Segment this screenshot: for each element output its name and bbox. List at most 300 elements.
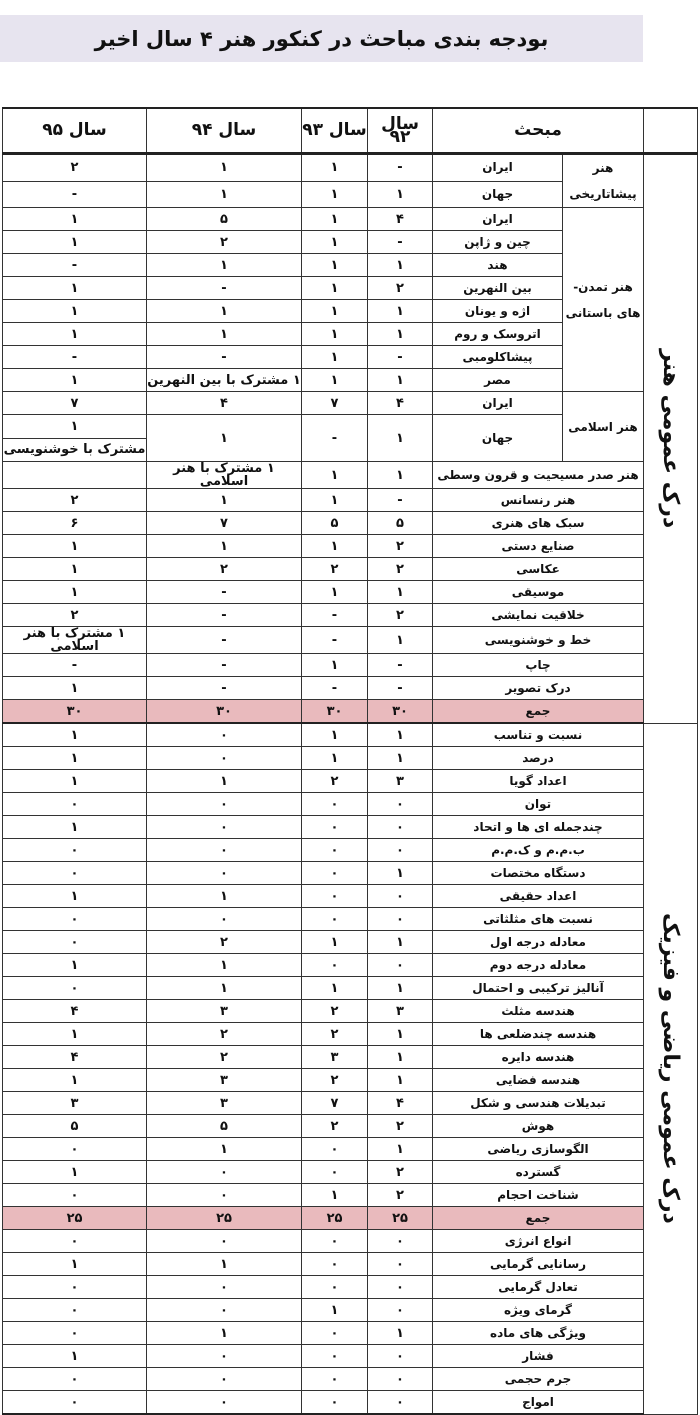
value-y95: ۰ <box>3 908 147 931</box>
table-row <box>3 154 698 182</box>
table-row <box>3 1138 698 1161</box>
value-y93: ۱ <box>302 723 368 747</box>
topic-cell: صنایع دستی <box>433 535 644 558</box>
total-row <box>3 1207 698 1230</box>
topic-cell: جهان <box>433 181 563 207</box>
table-row <box>3 1368 698 1391</box>
value-y95: ۵ <box>3 1115 147 1138</box>
value-y92: ۲ <box>368 604 433 627</box>
value-y92: ۱ <box>368 1322 433 1345</box>
value-y95: - <box>3 181 147 207</box>
value-y93: - <box>302 604 368 627</box>
value-y93: - <box>302 677 368 700</box>
value-y95: ۷ <box>3 392 147 415</box>
value-y95: ۲۵ <box>3 1207 147 1230</box>
value-y92: ۲ <box>368 1161 433 1184</box>
value-y93: ۱ <box>302 231 368 254</box>
value-y93: ۷ <box>302 1092 368 1115</box>
value-y92: - <box>368 654 433 677</box>
value-y93: ۲۵ <box>302 1207 368 1230</box>
group-label: هنر تمدن-های باستانی <box>563 208 644 392</box>
topic-cell: اژه و یونان <box>433 300 563 323</box>
value-y93: ۲ <box>302 1000 368 1023</box>
value-y93: ۱ <box>302 323 368 346</box>
section-label-text: درک عمومی هنر <box>658 349 683 529</box>
value-y92: ۰ <box>368 1299 433 1322</box>
budget-table <box>2 107 698 1415</box>
value-y94: ۷ <box>147 512 302 535</box>
value-y94: ۰ <box>147 862 302 885</box>
value-y94: ۱ <box>147 300 302 323</box>
total-row <box>3 700 698 724</box>
value-y92: ۲۵ <box>368 1207 433 1230</box>
value-y94: ۳ <box>147 1000 302 1023</box>
value-y94: ۱ <box>147 181 302 207</box>
value-y93: ۰ <box>302 1391 368 1415</box>
value-y95: ۱ <box>3 231 147 254</box>
value-y92: - <box>368 346 433 369</box>
value-y93: ۱ <box>302 1184 368 1207</box>
value-y95: ۰ <box>3 839 147 862</box>
value-y94: ۰ <box>147 1345 302 1368</box>
value-y92: ۳ <box>368 1000 433 1023</box>
value-y95: ۱ <box>3 1023 147 1046</box>
value-y93: ۰ <box>302 793 368 816</box>
value-y93: ۱ <box>302 181 368 207</box>
topic-cell: ب.م.م و ک.م.م <box>433 839 644 862</box>
table-row <box>3 1299 698 1322</box>
value-y92: ۱ <box>368 1046 433 1069</box>
value-y95: ۱ <box>3 277 147 300</box>
value-y94: ۰ <box>147 1368 302 1391</box>
value-y92: ۲ <box>368 1115 433 1138</box>
table-row <box>3 677 698 700</box>
value-y93: ۰ <box>302 1276 368 1299</box>
value-y93: ۷ <box>302 392 368 415</box>
value-y95-split <box>3 415 146 461</box>
value-y92: ۱ <box>368 323 433 346</box>
value-y94: ۵ <box>147 208 302 231</box>
value-y94: ۱ <box>147 154 302 182</box>
value-y92: ۱ <box>368 415 433 462</box>
table-row <box>3 770 698 793</box>
value-y93: ۱ <box>302 254 368 277</box>
topic-cell: جمع <box>433 700 644 724</box>
table-row <box>3 654 698 677</box>
table-row <box>3 1161 698 1184</box>
value-y92: ۳ <box>368 770 433 793</box>
value-y92: ۱ <box>368 977 433 1000</box>
value-y95: ۴ <box>3 1046 147 1069</box>
value-y95: ۰ <box>3 1230 147 1253</box>
value-y94: ۱ <box>147 977 302 1000</box>
table-row <box>3 1023 698 1046</box>
value-y94: ۱ <box>147 1138 302 1161</box>
table-row <box>3 885 698 908</box>
value-y95: ۱ <box>3 1253 147 1276</box>
value-y94: ۰ <box>147 839 302 862</box>
value-y94: ۱ <box>147 1253 302 1276</box>
value-y93: ۱ <box>302 462 368 489</box>
value-y92: ۲ <box>368 277 433 300</box>
value-y92: - <box>368 489 433 512</box>
table-row <box>3 839 698 862</box>
value-y95: ۰ <box>3 931 147 954</box>
value-y95: ۱ <box>3 323 147 346</box>
value-y94: ۲ <box>147 231 302 254</box>
value-y93: ۲ <box>302 558 368 581</box>
value-y94: ۰ <box>147 1230 302 1253</box>
value-y94: ۱ <box>147 954 302 977</box>
table-row <box>3 462 698 489</box>
topic-cell: نسبت های مثلثاتی <box>433 908 644 931</box>
table-row <box>3 535 698 558</box>
topic-cell: هندسه دایره <box>433 1046 644 1069</box>
value-y92: ۱ <box>368 1023 433 1046</box>
value-y95: ۰ <box>3 1184 147 1207</box>
value-y94: ۵ <box>147 1115 302 1138</box>
value-y93: ۰ <box>302 1322 368 1345</box>
value-y92: ۰ <box>368 908 433 931</box>
topic-cell: فشار <box>433 1345 644 1368</box>
table-row <box>3 1345 698 1368</box>
value-y92: ۰ <box>368 1276 433 1299</box>
value-y92: ۱ <box>368 300 433 323</box>
topic-cell: هند <box>433 254 563 277</box>
topic-cell: سبک های هنری <box>433 512 644 535</box>
value-y92: ۴ <box>368 392 433 415</box>
table-row <box>3 1276 698 1299</box>
topic-cell: ایران <box>433 154 563 182</box>
table-row <box>3 1322 698 1345</box>
value-y92: ۰ <box>368 954 433 977</box>
value-y95: ۰ <box>3 793 147 816</box>
value-y93: ۰ <box>302 908 368 931</box>
value-y94: ۰ <box>147 816 302 839</box>
value-y92: ۱ <box>368 462 433 489</box>
value-y93: ۱ <box>302 747 368 770</box>
table-row <box>3 1230 698 1253</box>
value-y95: ۰ <box>3 977 147 1000</box>
topic-cell: تعادل گرمایی <box>433 1276 644 1299</box>
value-y94: - <box>147 277 302 300</box>
topic-cell: ایران <box>433 208 563 231</box>
table-row <box>3 908 698 931</box>
header-year-94: سال ۹۴ <box>147 108 302 154</box>
table-row <box>3 723 698 747</box>
value-y93: ۰ <box>302 1230 368 1253</box>
value-y95: ۰ <box>3 1138 147 1161</box>
topic-cell: خلاقیت نمایشی <box>433 604 644 627</box>
value-y92: ۰ <box>368 1391 433 1415</box>
group-label: هنر اسلامی <box>563 392 644 462</box>
topic-cell: ایران <box>433 392 563 415</box>
table-row <box>3 862 698 885</box>
value-y92: ۰ <box>368 1253 433 1276</box>
value-y92: ۱ <box>368 581 433 604</box>
value-y93: ۲ <box>302 1023 368 1046</box>
value-y93: ۱ <box>302 208 368 231</box>
header-row <box>3 108 698 154</box>
value-y93: ۳ <box>302 1046 368 1069</box>
value-y94: ۱ <box>147 323 302 346</box>
value-y94: ۱ <box>147 1322 302 1345</box>
topic-cell: ویژگی های ماده <box>433 1322 644 1345</box>
value-y92: ۰ <box>368 793 433 816</box>
topic-cell: خط و خوشنویسی <box>433 627 644 654</box>
table-row <box>3 1115 698 1138</box>
value-y92: ۲ <box>368 1184 433 1207</box>
value-y92: ۵ <box>368 512 433 535</box>
value-y95: ۳۰ <box>3 700 147 724</box>
table-row <box>3 392 698 415</box>
value-y93: ۱ <box>302 346 368 369</box>
value-y93: - <box>302 627 368 654</box>
value-y92: ۰ <box>368 839 433 862</box>
value-y92: ۱ <box>368 931 433 954</box>
value-y92: ۰ <box>368 816 433 839</box>
value-y95: ۰ <box>3 1299 147 1322</box>
value-y94: ۰ <box>147 1161 302 1184</box>
value-y92: ۱ <box>368 1138 433 1161</box>
header-section <box>644 108 698 154</box>
value-y95: ۳ <box>3 1092 147 1115</box>
value-y93: ۰ <box>302 885 368 908</box>
value-y93: ۱ <box>302 1299 368 1322</box>
value-y95: ۱ <box>3 208 147 231</box>
value-y95: ۱ <box>3 535 147 558</box>
table-row <box>3 931 698 954</box>
value-y92: - <box>368 154 433 182</box>
table-row <box>3 1046 698 1069</box>
value-y94: ۱ <box>147 489 302 512</box>
value-y92: - <box>368 677 433 700</box>
table-row <box>3 1092 698 1115</box>
value-y94: ۲ <box>147 1023 302 1046</box>
topic-cell: شناخت احجام <box>433 1184 644 1207</box>
topic-cell: انواع انرژی <box>433 1230 644 1253</box>
value-y94: ۱ مشترک با هنر اسلامی <box>147 462 302 489</box>
value-y95: ۲ <box>3 154 147 182</box>
value-y93: ۱ <box>302 277 368 300</box>
value-y92: ۱ <box>368 862 433 885</box>
value-y92: ۲ <box>368 535 433 558</box>
value-y95: ۱ <box>3 723 147 747</box>
value-y95: ۲ <box>3 604 147 627</box>
value-y93: ۳۰ <box>302 700 368 724</box>
topic-cell: چاپ <box>433 654 644 677</box>
value-y93: ۵ <box>302 512 368 535</box>
value-y92: ۲ <box>368 558 433 581</box>
value-y95-note: مشترک با خوشنویسی <box>3 442 146 458</box>
value-y92: ۴ <box>368 1092 433 1115</box>
value-y95: ۶ <box>3 512 147 535</box>
value-y94: ۰ <box>147 1299 302 1322</box>
topic-cell: درصد <box>433 747 644 770</box>
table-row <box>3 1253 698 1276</box>
value-y92: ۱ <box>368 747 433 770</box>
value-y92: ۰ <box>368 1345 433 1368</box>
header-year-92: سال ۹۲ <box>368 108 433 154</box>
value-y94: ۰ <box>147 1391 302 1415</box>
value-y92: ۱ <box>368 723 433 747</box>
value-y95: ۱ <box>3 885 147 908</box>
value-y92: ۴ <box>368 208 433 231</box>
table-row <box>3 489 698 512</box>
value-y95: ۱ مشترک با هنر اسلامی <box>3 627 147 654</box>
value-y95: ۱ <box>3 954 147 977</box>
header-topic: مبحث <box>433 108 644 154</box>
value-y94: ۰ <box>147 908 302 931</box>
value-y93: ۰ <box>302 1161 368 1184</box>
table-row <box>3 558 698 581</box>
value-y93: ۰ <box>302 816 368 839</box>
topic-cell: عکاسی <box>433 558 644 581</box>
value-y94: ۰ <box>147 747 302 770</box>
value-y93: ۰ <box>302 1253 368 1276</box>
table-row <box>3 1391 698 1415</box>
value-y93: ۱ <box>302 300 368 323</box>
value-y93: ۰ <box>302 839 368 862</box>
topic-cell: آنالیز ترکیبی و احتمال <box>433 977 644 1000</box>
value-y95: ۰ <box>3 1322 147 1345</box>
topic-cell: چندجمله ای ها و اتحاد <box>433 816 644 839</box>
value-y93: ۰ <box>302 1138 368 1161</box>
table-row <box>3 793 698 816</box>
value-y93: ۰ <box>302 862 368 885</box>
value-y93: ۲ <box>302 1115 368 1138</box>
table-row <box>3 1000 698 1023</box>
table-row <box>3 581 698 604</box>
section-label <box>644 154 698 724</box>
page-title: بودجه بندی مباحث در کنکور هنر ۴ سال اخیر <box>0 15 643 62</box>
topic-cell: الگوسازی ریاضی <box>433 1138 644 1161</box>
value-y94: ۲ <box>147 1046 302 1069</box>
value-y92: ۰ <box>368 885 433 908</box>
value-y94: - <box>147 346 302 369</box>
value-y95: ۱ <box>3 558 147 581</box>
value-y92: ۰ <box>368 1368 433 1391</box>
topic-cell: پیشاکلومبی <box>433 346 563 369</box>
value-y95: - <box>3 654 147 677</box>
value-y95: ۲ <box>3 489 147 512</box>
value-y95 <box>3 415 147 462</box>
value-y94: ۰ <box>147 793 302 816</box>
value-y94: ۳ <box>147 1069 302 1092</box>
value-y94: - <box>147 627 302 654</box>
table-row <box>3 1069 698 1092</box>
value-y95: ۴ <box>3 1000 147 1023</box>
value-y93: ۱ <box>302 977 368 1000</box>
value-y94: ۰ <box>147 723 302 747</box>
topic-cell: جمع <box>433 1207 644 1230</box>
value-y95: ۱ <box>3 816 147 839</box>
table-row <box>3 1184 698 1207</box>
value-y95-count: ۱ <box>3 415 146 439</box>
topic-cell: دستگاه مختصات <box>433 862 644 885</box>
topic-cell: گسترده <box>433 1161 644 1184</box>
value-y95: ۰ <box>3 862 147 885</box>
table-row <box>3 977 698 1000</box>
value-y92: ۳۰ <box>368 700 433 724</box>
value-y93: ۱ <box>302 369 368 392</box>
topic-cell: جرم حجمی <box>433 1368 644 1391</box>
value-y94: ۱ <box>147 885 302 908</box>
value-y93: ۱ <box>302 154 368 182</box>
value-y93: ۱ <box>302 931 368 954</box>
topic-cell: هندسه مثلث <box>433 1000 644 1023</box>
value-y94: ۱ مشترک با بین النهرین <box>147 369 302 392</box>
topic-cell: گرمای ویژه <box>433 1299 644 1322</box>
value-y95: ۱ <box>3 770 147 793</box>
value-y92: ۱ <box>368 1069 433 1092</box>
value-y94: - <box>147 677 302 700</box>
value-y95: - <box>3 346 147 369</box>
value-y92: ۱ <box>368 369 433 392</box>
value-y95: ۱ <box>3 677 147 700</box>
value-y95: ۱ <box>3 747 147 770</box>
value-y94: ۱ <box>147 770 302 793</box>
value-y93: ۰ <box>302 1345 368 1368</box>
topic-cell: هندسه چندضلعی ها <box>433 1023 644 1046</box>
topic-cell: اعداد حقیقی <box>433 885 644 908</box>
value-y95: ۰ <box>3 1391 147 1415</box>
table-row <box>3 747 698 770</box>
topic-cell: اتروسک و روم <box>433 323 563 346</box>
topic-cell: هندسه فضایی <box>433 1069 644 1092</box>
value-y94: - <box>147 654 302 677</box>
topic-cell: هوش <box>433 1115 644 1138</box>
value-y94: ۳ <box>147 1092 302 1115</box>
section-label <box>644 723 698 1414</box>
value-y95: ۱ <box>3 300 147 323</box>
value-y92: ۱ <box>368 627 433 654</box>
topic-cell: معادله درجه اول <box>433 931 644 954</box>
value-y94: ۲ <box>147 931 302 954</box>
value-y94: ۱ <box>147 254 302 277</box>
value-y92: - <box>368 231 433 254</box>
value-y95: ۱ <box>3 1345 147 1368</box>
topic-cell: توان <box>433 793 644 816</box>
table-row <box>3 208 698 231</box>
table-row <box>3 954 698 977</box>
value-y95: ۱ <box>3 1161 147 1184</box>
value-y95: - <box>3 254 147 277</box>
value-y95: ۰ <box>3 1276 147 1299</box>
table-row <box>3 816 698 839</box>
value-y92: ۱ <box>368 254 433 277</box>
value-y93: ۱ <box>302 654 368 677</box>
topic-cell: نسبت و تناسب <box>433 723 644 747</box>
value-y92: ۱ <box>368 181 433 207</box>
value-y94: ۲ <box>147 558 302 581</box>
value-y94: ۱ <box>147 415 302 462</box>
topic-cell: مصر <box>433 369 563 392</box>
topic-cell: تبدیلات هندسی و شکل <box>433 1092 644 1115</box>
section-label-text: درک عمومی ریاضی و فیزیک <box>658 913 683 1224</box>
table-row <box>3 627 698 654</box>
value-y94: ۳۰ <box>147 700 302 724</box>
value-y94: ۲۵ <box>147 1207 302 1230</box>
value-y95: ۱ <box>3 581 147 604</box>
value-y94: - <box>147 604 302 627</box>
value-y94: - <box>147 581 302 604</box>
topic-cell: معادله درجه دوم <box>433 954 644 977</box>
topic-cell: چین و ژاپن <box>433 231 563 254</box>
topic-cell: رسانایی گرمایی <box>433 1253 644 1276</box>
value-y94: ۰ <box>147 1276 302 1299</box>
value-y93: ۰ <box>302 1368 368 1391</box>
